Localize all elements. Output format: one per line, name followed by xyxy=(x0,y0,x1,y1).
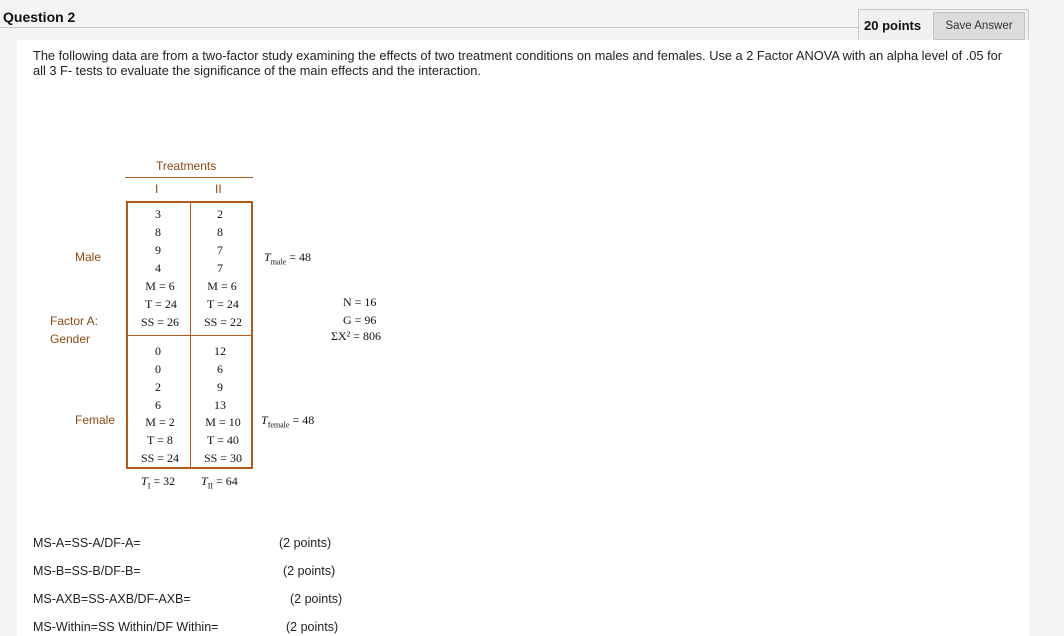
female-I-total: T = 8 xyxy=(147,433,173,447)
male-I-score: 3 xyxy=(155,207,161,221)
question-title: Question 2 xyxy=(3,9,76,25)
total-treatment-I: $T_I = 32$ xyxy=(141,474,176,491)
question-content xyxy=(17,40,1029,636)
column-II-label: II xyxy=(215,182,222,196)
male-I-score: 9 xyxy=(155,243,161,257)
points-label: 20 points xyxy=(864,18,922,33)
female-II-ss: SS = 30 xyxy=(203,451,243,465)
female-I-score: 0 xyxy=(155,362,161,376)
female-II-score: 9 xyxy=(217,380,223,394)
ms-within-prompt: MS-Within=SS Within/DF Within= xyxy=(33,620,219,634)
total-treatment-II: $T_{II} = 64$ xyxy=(201,474,238,491)
female-I-score: 6 xyxy=(155,398,161,412)
male-II-mean: M = 6 xyxy=(207,279,237,293)
male-I-mean: M = 6 xyxy=(145,279,175,293)
female-II-total: T = 40 xyxy=(207,433,239,447)
female-I-ss: SS = 24 xyxy=(140,451,180,465)
total-male: $T_{male} = 48$ xyxy=(264,250,312,267)
female-label: Female xyxy=(75,413,116,427)
male-I-score: 8 xyxy=(155,225,161,239)
question-text: The following data are from a two-factor study examining the effects of two treatment conditions on males and females. Use a 2 Factor ANOVA with an alpha level of .05 for all 3 F- tests to evaluate the significance of the main effects and the interaction. xyxy=(33,48,1003,78)
male-I-total: T = 24 xyxy=(145,297,177,311)
ms-a-points: (2 points) xyxy=(279,536,332,550)
column-I-label: I xyxy=(155,182,159,196)
male-label: Male xyxy=(75,250,102,264)
data-table xyxy=(126,201,253,469)
male-II-score: 2 xyxy=(217,207,223,221)
treatments-label: Treatments xyxy=(156,159,217,173)
male-I-ss: SS = 26 xyxy=(140,315,180,329)
male-II-score: 7 xyxy=(217,243,223,257)
male-I-score: 4 xyxy=(155,261,161,275)
gender-label: Gender xyxy=(50,332,91,346)
ms-a-prompt: MS-A=SS-A/DF-A= xyxy=(33,536,141,550)
table-row-divider xyxy=(128,335,251,336)
ms-within-points: (2 points) xyxy=(286,620,339,634)
ms-b-points: (2 points) xyxy=(283,564,336,578)
header-divider xyxy=(0,27,858,28)
ms-axb-prompt: MS-AXB=SS-AXB/DF-AXB= xyxy=(33,592,191,606)
summary-g: G = 96 xyxy=(343,313,377,327)
summary-n: N = 16 xyxy=(343,295,377,309)
female-II-score: 12 xyxy=(214,344,226,358)
points-panel xyxy=(858,9,1029,43)
male-II-ss: SS = 22 xyxy=(203,315,243,329)
save-answer-button[interactable]: Save Answer xyxy=(933,12,1025,40)
male-II-score: 7 xyxy=(217,261,223,275)
treatments-underline xyxy=(125,177,253,178)
total-female: $T_{female} = 48$ xyxy=(261,413,315,430)
female-II-score: 13 xyxy=(214,398,226,412)
factor-a-label: Factor A: xyxy=(50,314,99,328)
ms-b-prompt: MS-B=SS-B/DF-B= xyxy=(33,564,141,578)
female-I-score: 2 xyxy=(155,380,161,394)
ms-axb-points: (2 points) xyxy=(290,592,343,606)
female-I-score: 0 xyxy=(155,344,161,358)
female-II-mean: M = 10 xyxy=(205,415,241,429)
female-I-mean: M = 2 xyxy=(145,415,175,429)
female-II-score: 6 xyxy=(217,362,223,376)
male-II-score: 8 xyxy=(217,225,223,239)
summary-sum-x-squared: ΣX² = 806 xyxy=(331,329,382,343)
male-II-total: T = 24 xyxy=(207,297,239,311)
